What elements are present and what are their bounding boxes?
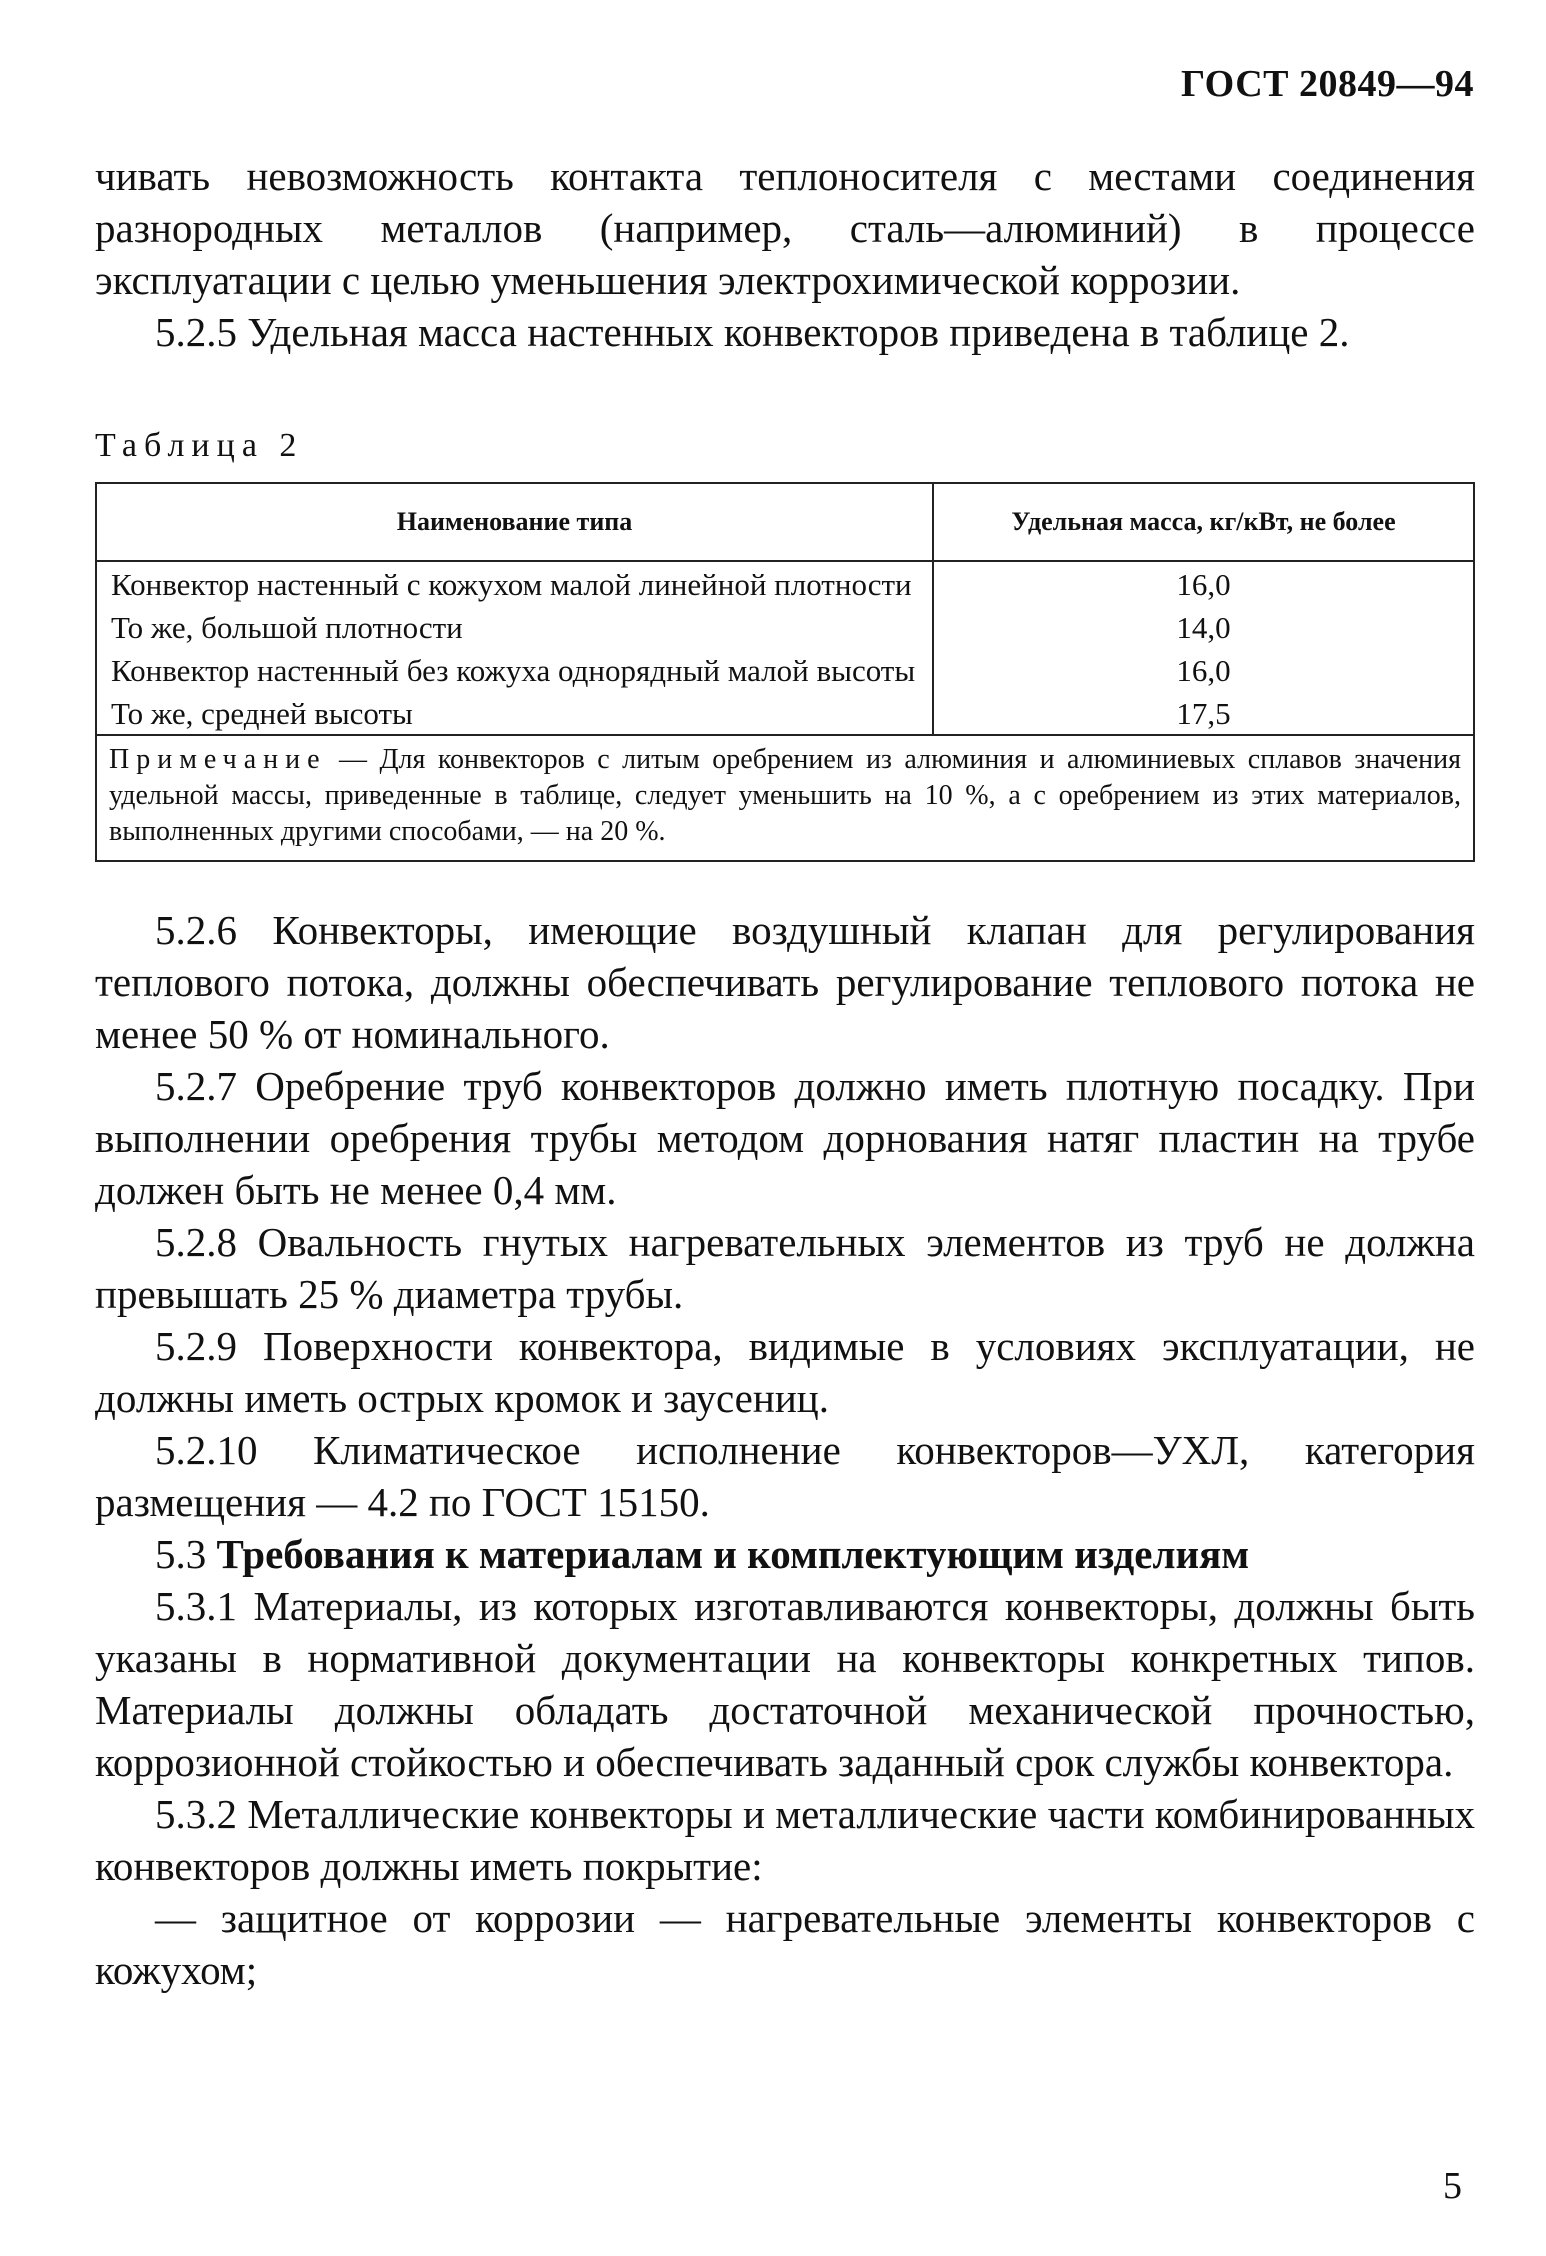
- note-text: — Для конвекторов с литым оребрением из алюминия и алюминиевых сплавов значения удельной массы, приведенные в таблице, следует уменьшить на 10 %, а с оребрением из этих материалов, выполненных другими способами, — на 20 %.: [109, 744, 1462, 847]
- table-cell-specific-mass: 14,0: [933, 605, 1474, 648]
- table-cell-type-name: То же, средней высоты: [96, 691, 933, 735]
- section-title: Требования к материалам и комплектующим изделиям: [216, 1531, 1250, 1577]
- specific-mass-table: [95, 482, 1475, 862]
- table-cell-type-name: То же, большой плотности: [96, 605, 933, 648]
- paragraph-5-3-2: 5.3.2 Металлические конвекторы и металлические части комбинированных конвекторов должны иметь покрытие:: [95, 1791, 1475, 1889]
- paragraph-5-3-1: 5.3.1 Материалы, из которых изготавливаются конвекторы, должны быть указаны в нормативной документации на конвекторы конкретных типов. Материалы должны обладать достаточной механической прочностью, коррозионной стойкостью и обеспечивать заданный срок службы конвектора.: [95, 1583, 1475, 1785]
- table-caption: Таблица 2: [95, 427, 304, 464]
- clauses-5-2: [95, 904, 1475, 1996]
- paragraph-5-2-9: 5.2.9 Поверхности конвектора, видимые в условиях эксплуатации, не должны иметь острых кромок и заусениц.: [95, 1323, 1475, 1421]
- paragraph-5-2-8: 5.2.8 Овальность гнутых нагревательных элементов из труб не должна превышать 25 % диаметра трубы.: [95, 1219, 1475, 1317]
- table-row: [96, 648, 1474, 691]
- table-header-row: [96, 483, 1474, 561]
- document-header: ГОСТ 20849—94: [1180, 63, 1474, 105]
- paragraph-continuation: чивать невозможность контакта теплоносителя с местами соединения разнородных металлов (например, сталь—алюминий) в процессе эксплуатации с целью уменьшения электрохимической коррозии.: [95, 153, 1475, 303]
- list-item-coating: — защитное от коррозии — нагревательные элементы конвекторов с кожухом;: [95, 1895, 1475, 1993]
- table-cell-specific-mass: 16,0: [933, 561, 1474, 605]
- paragraph-5-2-10: 5.2.10 Климатическое исполнение конвекторов—УХЛ, категория размещения — 4.2 по ГОСТ 15150.: [95, 1427, 1475, 1525]
- table-note-row: [96, 735, 1474, 861]
- table-row: [96, 691, 1474, 735]
- page-number: 5: [1443, 2165, 1462, 2207]
- table-cell-specific-mass: 17,5: [933, 691, 1474, 735]
- section-number: 5.3: [155, 1531, 207, 1577]
- page-content: [95, 150, 1475, 1996]
- table-note: [96, 735, 1474, 861]
- note-label: Примечание: [109, 744, 327, 775]
- section-heading-5-3: [95, 1528, 1475, 1580]
- table-cell-type-name: Конвектор настенный без кожуха однорядный малой высоты: [96, 648, 933, 691]
- paragraph-5-2-6: 5.2.6 Конвекторы, имеющие воздушный клапан для регулирования теплового потока, должны обеспечивать регулирование теплового потока не менее 50 % от номинального.: [95, 907, 1475, 1057]
- paragraph-5-2-5: 5.2.5 Удельная масса настенных конвекторов приведена в таблице 2.: [155, 309, 1350, 355]
- table-row: [96, 561, 1474, 605]
- column-header-specific-mass: Удельная масса, кг/кВт, не более: [933, 483, 1474, 561]
- table-row: [96, 605, 1474, 648]
- table-cell-specific-mass: 16,0: [933, 648, 1474, 691]
- table-cell-type-name: Конвектор настенный с кожухом малой линейной плотности: [96, 561, 933, 605]
- paragraph-5-2-7: 5.2.7 Оребрение труб конвекторов должно иметь плотную посадку. При выполнении оребрения трубы методом дорнования натяг пластин на трубе должен быть не менее 0,4 мм.: [95, 1063, 1475, 1213]
- column-header-type-name: Наименование типа: [96, 483, 933, 561]
